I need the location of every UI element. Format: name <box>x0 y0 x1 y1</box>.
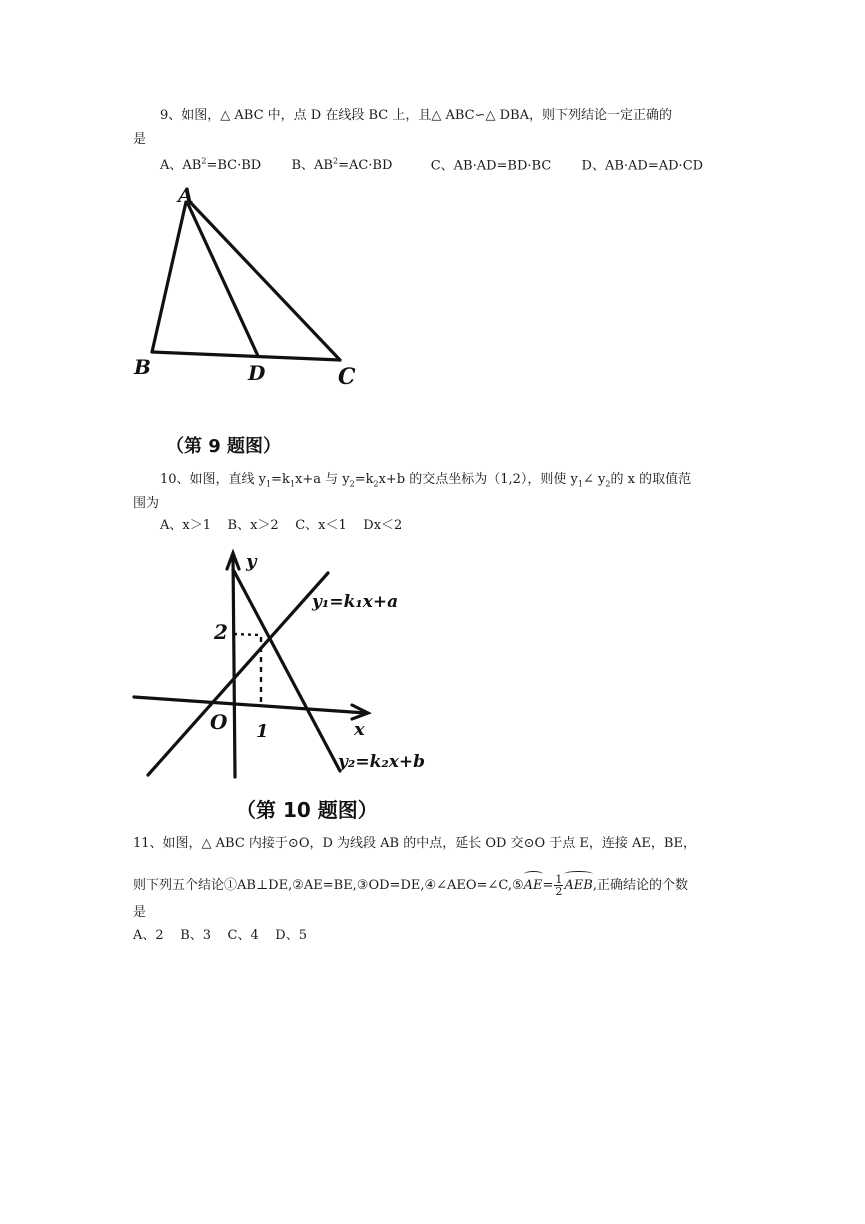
q9-option-d: D、AB·AD=AD·CD <box>581 158 704 174</box>
q10-stem-line2: 围为 <box>133 496 160 511</box>
q9-option-c: C、AB·AD=BD·BC <box>430 158 552 174</box>
q9-stem-line1: 9、如图，△ ABC 中，点 D 在线段 BC 上，且△ ABC∽△ DBA，则下列结论一定正确的 <box>160 108 673 123</box>
label-y: y <box>246 551 257 572</box>
q9-options <box>160 153 703 175</box>
q9-option-a: A、$AB^2=BC\cdot BD$ <box>160 157 262 174</box>
segment-ad <box>188 204 258 356</box>
q9-triangle-figure <box>120 180 380 460</box>
segment-bc <box>152 352 340 360</box>
segment-ab <box>152 202 186 352</box>
q10-options: A、x＞1 B、x＞2 C、x＜1 Dx＜2 <box>160 518 403 533</box>
line-y1 <box>148 573 328 775</box>
q10-stem-line1: 10、如图，直线 $y_1=k_1x+a$ 与 $y_2=k_2x+b$ 的交点坐标为（1,2），则使 $y_1\angle$ $y_2$的 x 的取值范 <box>160 472 692 489</box>
label-tick-1: 1 <box>256 721 269 742</box>
arc-aeb: AEB <box>564 874 592 898</box>
label-tick-2: 2 <box>214 620 228 644</box>
y-axis <box>233 555 235 777</box>
fraction-one-half: $\frac{1}{2}$ <box>555 873 563 898</box>
line-y2-label: y₂=k₂x+b <box>338 752 426 772</box>
q9-caption: （第 9 题图） <box>166 436 282 457</box>
q11-stem-line3: 是 <box>133 905 147 920</box>
segment-ac <box>190 202 340 360</box>
label-c: C <box>338 364 356 390</box>
q11-options: A、2 B、3 C、4 D、5 <box>133 928 307 943</box>
line-y1-label: y₁=k₁x+a <box>312 592 399 612</box>
q11-stem-line2: 则下列五个结论①AB⊥DE,②AE=BE,③OD=DE,④∠AEO=∠C,⑤AE= $\frac{1}{2}$ AEB,正确结论的个数 <box>133 873 688 898</box>
q11-stem-line1: 11、如图，△ ABC 内接于⊙O，D 为线段 AB 的中点，延长 OD 交⊙O 于点 E，连接 AE，BE， <box>133 836 696 851</box>
arc-ae: AE <box>524 874 543 898</box>
label-d: D <box>248 361 266 385</box>
label-origin: O <box>210 710 228 734</box>
q10-caption: （第 10 题图） <box>236 798 378 822</box>
label-x: x <box>354 719 365 740</box>
label-a: A <box>178 183 194 207</box>
x-axis <box>134 697 366 713</box>
label-b: B <box>134 355 151 379</box>
q9-option-b: B、$AB^2=AC\cdot BD$ <box>291 157 393 174</box>
guide-horizontal <box>234 634 260 635</box>
q9-stem-line2: 是 <box>133 132 147 147</box>
q10-graph-figure <box>128 545 458 830</box>
